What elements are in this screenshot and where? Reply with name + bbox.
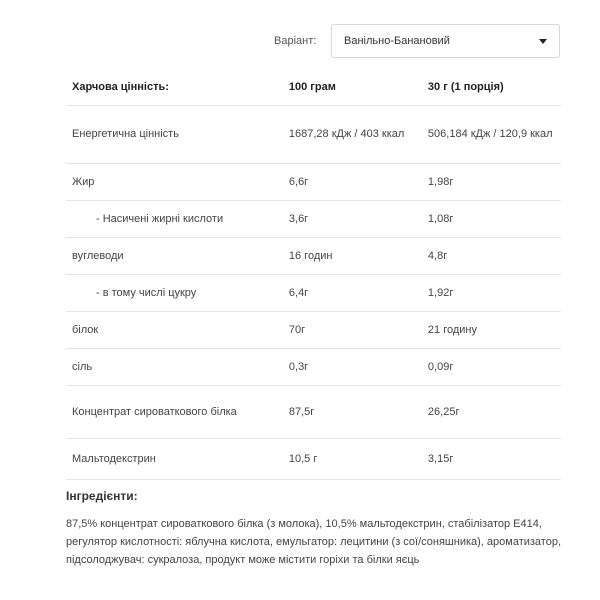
nutrient-name: Концентрат сироваткового білка: [66, 386, 283, 439]
value-per-serving: 0,09г: [422, 349, 561, 386]
table-row: [66, 275, 561, 312]
ingredients-title: Інгредієнти:: [66, 489, 138, 503]
value-per-serving: 21 годину: [422, 312, 561, 349]
chevron-down-icon: [539, 39, 547, 44]
nutrient-name: Жир: [66, 164, 283, 201]
value-per-serving: 4,8г: [422, 238, 561, 275]
nutrition-header-row: [66, 69, 561, 106]
variant-label: Варіант:: [274, 35, 317, 47]
value-per-100g: 6,4г: [283, 275, 422, 312]
value-per-serving: 3,15г: [422, 439, 561, 480]
table-row: [66, 201, 561, 238]
value-per-serving: 1,98г: [422, 164, 561, 201]
header-per-serving: 30 г (1 порція): [422, 69, 561, 106]
header-per-100g: 100 грам: [283, 69, 422, 106]
value-per-100g: 70г: [283, 312, 422, 349]
table-row: [66, 439, 561, 480]
value-per-serving: 1,08г: [422, 201, 561, 238]
value-per-100g: 16 годин: [283, 238, 422, 275]
nutrient-name: сіль: [66, 349, 283, 386]
value-per-100g: 10,5 г: [283, 439, 422, 480]
nutrient-name: Мальтодекстрин: [66, 439, 283, 480]
variant-select[interactable]: [331, 24, 560, 58]
nutrition-table: [66, 69, 561, 480]
table-row: [66, 349, 561, 386]
table-row: [66, 106, 561, 164]
value-per-100g: 0,3г: [283, 349, 422, 386]
nutrient-name: вуглеводи: [66, 238, 283, 275]
value-per-serving: 1,92г: [422, 275, 561, 312]
value-per-serving: 506,184 кДж / 120,9 ккал: [422, 106, 561, 164]
value-per-serving: 26,25г: [422, 386, 561, 439]
ingredients-text: 87,5% концентрат сироваткового білка (з молока), 10,5% мальтодекстрин, стабілізатор E414, регулятор кислотності: яблучна кислота, емульгатор: лецитини (з сої/соняшника), ароматизатор, підсолоджувач: сукралоза, продукт може містити горіхи та білки яєць: [66, 518, 562, 566]
variant-selector-row: [0, 24, 600, 60]
header-nutrient: Харчова цінність:: [66, 69, 283, 106]
nutrient-name: Енергетична цінність: [66, 106, 283, 164]
table-row: [66, 238, 561, 275]
value-per-100g: 1687,28 кДж / 403 ккал: [283, 106, 422, 164]
nutrient-name: - в тому числі цукру: [66, 275, 283, 312]
table-row: [66, 312, 561, 349]
value-per-100g: 87,5г: [283, 386, 422, 439]
table-row: [66, 164, 561, 201]
variant-selected-value: Ванільно-Банановий: [344, 35, 450, 47]
value-per-100g: 3,6г: [283, 201, 422, 238]
value-per-100g: 6,6г: [283, 164, 422, 201]
nutrient-name: - Насичені жирні кислоти: [66, 201, 283, 238]
nutrient-name: білок: [66, 312, 283, 349]
table-row: [66, 386, 561, 439]
